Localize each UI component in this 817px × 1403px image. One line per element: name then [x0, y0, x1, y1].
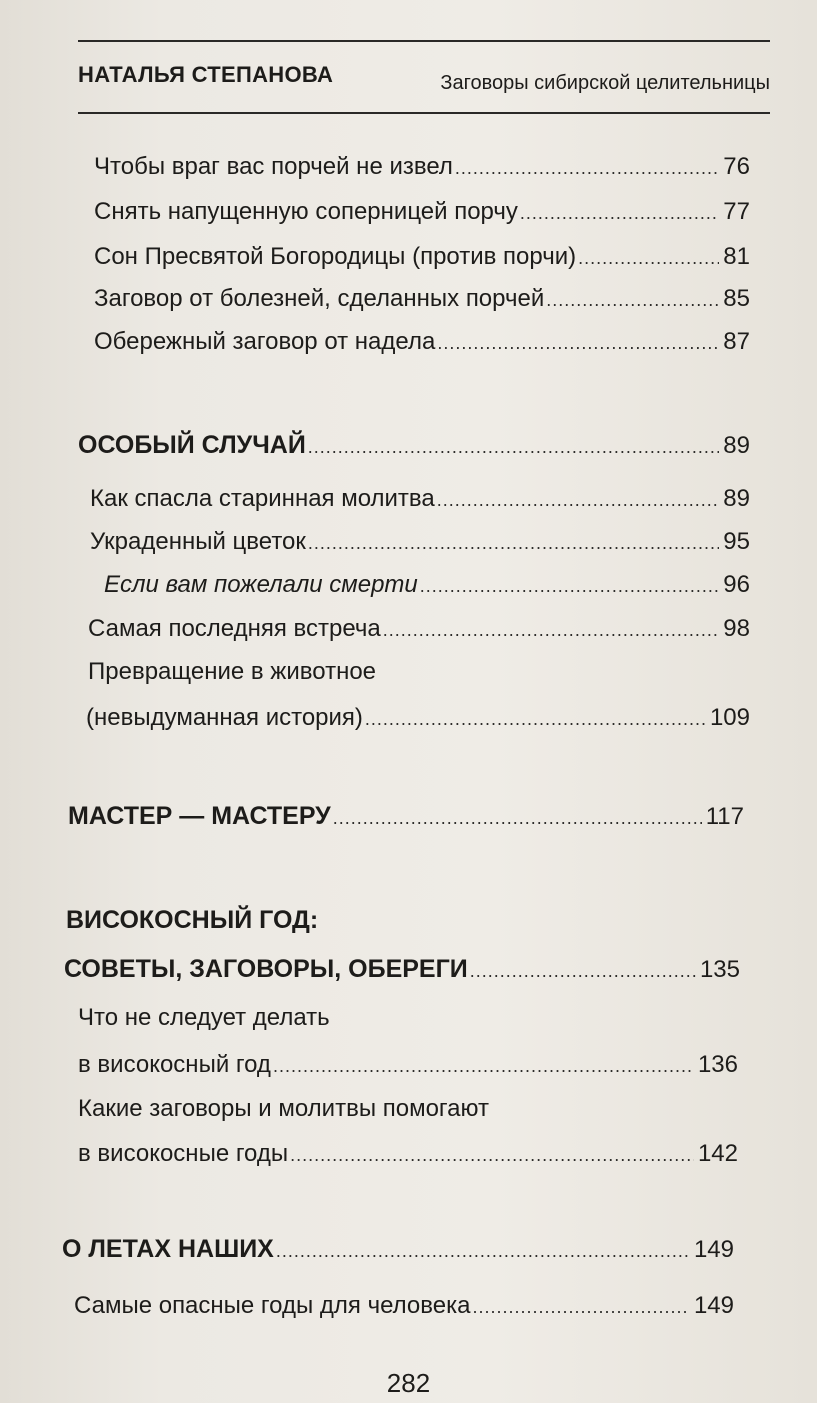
leader-dots — [437, 485, 720, 515]
toc-entry — [74, 1291, 734, 1322]
toc-section-title: ВИСОКОСНЫЙ ГОД: — [66, 906, 319, 934]
leader-dots — [273, 1051, 694, 1081]
leader-dots — [308, 528, 719, 558]
leader-dots — [455, 153, 719, 183]
toc-entry — [94, 197, 750, 228]
toc-entry-title: Сон Пресвятой Богородицы (против порчи) — [94, 243, 577, 270]
toc-entry-title: Самые опасные годы для человека — [74, 1292, 471, 1319]
toc-entry — [86, 703, 750, 734]
toc-subentry-page: 96 — [723, 571, 750, 598]
leader-dots — [365, 704, 706, 734]
toc-entry-page: 81 — [723, 243, 750, 270]
toc-entry-title: Украденный цветок — [90, 528, 306, 555]
toc-entry-page: 77 — [723, 198, 750, 225]
toc-entry — [90, 484, 750, 515]
toc-entry-title: Снять напущенную соперницей порчу — [94, 198, 518, 225]
toc-subentry-title: Если вам пожелали смерти — [104, 571, 418, 598]
leader-dots — [333, 803, 702, 833]
header-book-title: Заговоры сибирской целительницы — [440, 72, 770, 94]
toc-entry — [94, 152, 750, 183]
toc-entry — [94, 284, 750, 315]
toc-entry-page: 87 — [723, 328, 750, 355]
toc-entry-page: 89 — [723, 485, 750, 512]
toc-entry-page: 95 — [723, 528, 750, 555]
toc-entry — [94, 242, 750, 273]
page-number: 282 — [386, 1368, 431, 1398]
toc-subentry — [104, 570, 750, 601]
toc-entry-title: в високосный год — [78, 1051, 271, 1078]
leader-dots — [578, 243, 719, 273]
leader-dots — [420, 571, 720, 601]
toc-section — [78, 430, 750, 462]
toc-entry-page: 142 — [697, 1140, 738, 1167]
toc-entry — [78, 1050, 738, 1081]
toc-section-page: 149 — [693, 1236, 734, 1263]
toc-section-title: О ЛЕТАХ НАШИХ — [62, 1235, 274, 1263]
toc-entry — [88, 614, 750, 645]
toc-entry-title: Как спасла старинная молитва — [90, 485, 435, 512]
toc-entry-title: Заговор от болезней, сделанных порчей — [94, 285, 545, 312]
toc-entry-title: Какие заговоры и молитвы помогают — [78, 1095, 489, 1122]
toc-entry — [94, 327, 750, 358]
toc-entry-title: (невыдуманная история) — [86, 704, 363, 731]
toc-entry-page: 136 — [697, 1051, 738, 1078]
leader-dots — [437, 328, 719, 358]
toc-entry-page: 76 — [723, 153, 750, 180]
toc-section-line-1 — [66, 905, 742, 936]
leader-dots — [470, 956, 696, 986]
leader-dots — [383, 615, 720, 645]
toc-section-page: 89 — [723, 432, 750, 459]
toc-section-page: 135 — [699, 956, 740, 983]
toc-section — [62, 1234, 734, 1266]
toc-section-page: 117 — [705, 803, 744, 830]
header-author: НАТАЛЬЯ СТЕПАНОВА — [78, 62, 334, 87]
toc-entry-title: Превращение в животное — [88, 658, 377, 685]
leader-dots — [546, 285, 719, 315]
toc-entry-title: Что не следует делать — [78, 1004, 330, 1031]
toc-entry-title: Обережный заговор от надела — [94, 328, 436, 355]
toc-entry — [78, 1139, 738, 1170]
toc-entry-title: в високосные годы — [78, 1140, 289, 1167]
toc-section-title: СОВЕТЫ, ЗАГОВОРЫ, ОБЕРЕГИ — [64, 955, 468, 983]
toc-entry — [90, 527, 750, 558]
leader-dots — [520, 198, 719, 228]
toc-entry-title: Чтобы враг вас порчей не извел — [94, 153, 453, 180]
toc-section-title: ОСОБЫЙ СЛУЧАЙ — [78, 431, 306, 459]
leader-dots — [290, 1140, 694, 1170]
leader-dots — [276, 1236, 690, 1266]
toc-entry-title: Самая последняя встреча — [88, 615, 381, 642]
toc-section — [68, 801, 744, 833]
toc-section — [64, 954, 740, 986]
toc-entry-page: 85 — [723, 285, 750, 312]
toc-entry-line-1 — [88, 657, 750, 687]
leader-dots — [472, 1292, 690, 1322]
toc-entry-page: 98 — [723, 615, 750, 642]
toc-section-title: МАСТЕР — МАСТЕРУ — [68, 802, 331, 830]
toc-entry-page: 109 — [709, 704, 750, 731]
leader-dots — [308, 432, 720, 462]
toc-entry-line-1 — [78, 1003, 740, 1033]
toc-entry-line-1 — [78, 1094, 740, 1124]
toc-entry-page: 149 — [693, 1292, 734, 1319]
